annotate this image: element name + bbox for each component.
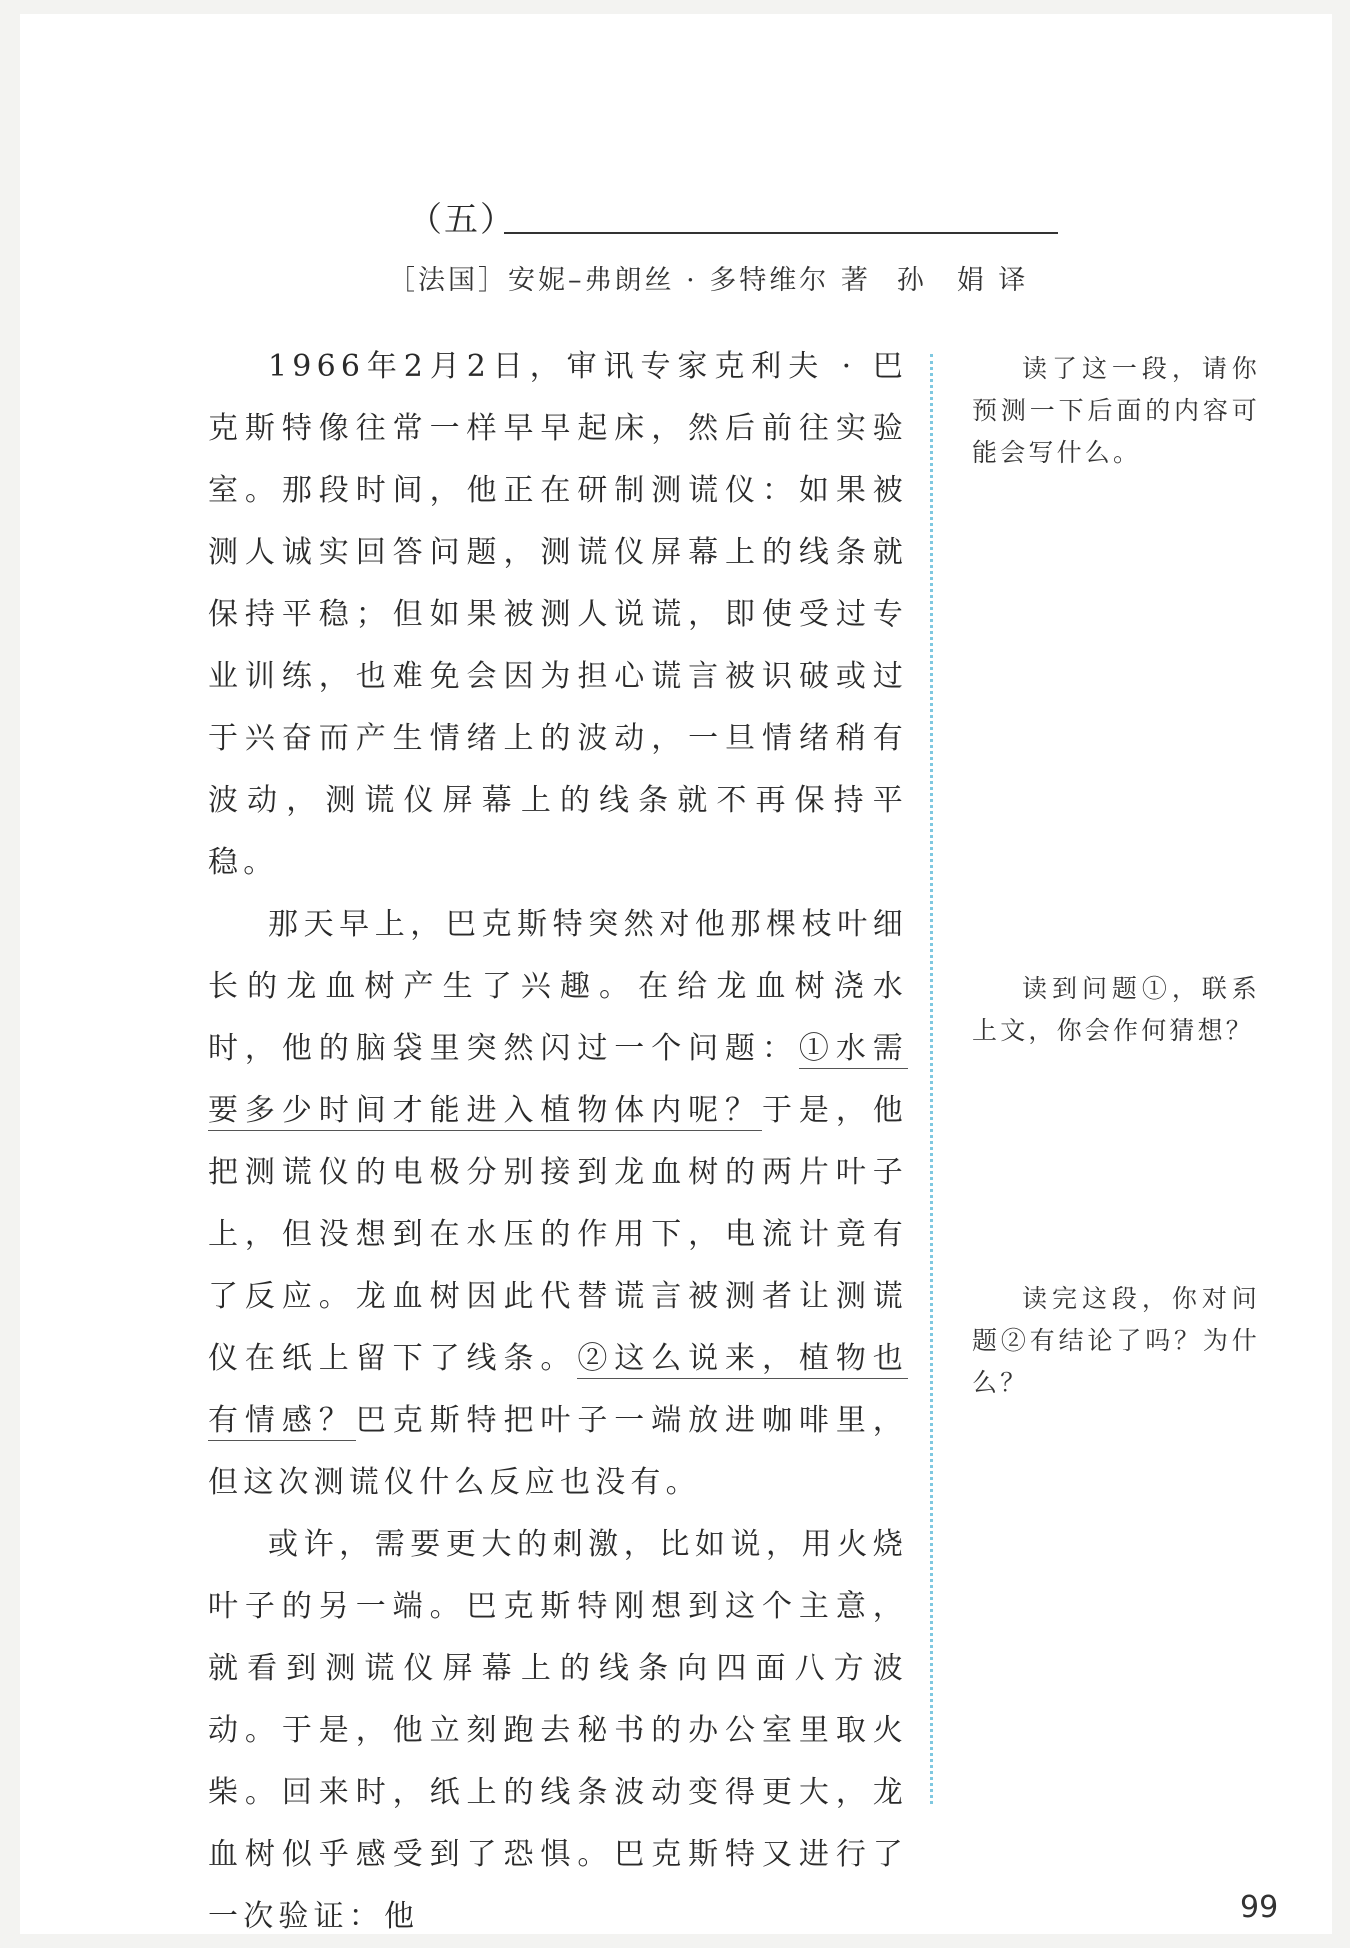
paragraph-2: 那天早上，巴克斯特突然对他那棵枝叶细长的龙血树产生了兴趣。在给龙血树浇水时，他的脑袋里突然闪过一个问题：①水需要多少时间才能进入植物体内呢？于是，他把测谎仪的电极分别接到龙血树的两片叶子上，但没想到在水压的作用下，电流计竟有了反应。龙血树因此代替谎言被测者让测谎仪在纸上留下了线条。②这么说来，植物也有情感？巴克斯特把叶子一端放进咖啡里，但这次测谎仪什么反应也没有。 bbox=[208, 907, 908, 1500]
page-number: 99 bbox=[1240, 1890, 1279, 1925]
section-number: （五） bbox=[408, 200, 516, 240]
title-fill-in-blank bbox=[504, 232, 1058, 234]
section-heading bbox=[408, 192, 1058, 242]
margin-note-1: 读了这一段，请你预测一下后面的内容可能会写什么。 bbox=[972, 354, 1260, 467]
article-body bbox=[208, 336, 908, 1948]
question-1-underlined: ①水需要多少时间才能进入植物体内呢？ bbox=[208, 1031, 908, 1131]
margin-note-3: 读完这段，你对问题②有结论了吗？为什么？ bbox=[972, 1284, 1260, 1397]
translator-credit: 孙 娟 译 bbox=[896, 265, 1029, 296]
question-2-underlined: ②这么说来，植物也有情感？ bbox=[208, 1341, 908, 1441]
paragraph-3: 或许，需要更大的刺激，比如说，用火烧叶子的另一端。巴克斯特刚想到这个主意，就看到测谎仪屏幕上的线条向四面八方波动。于是，他立刻跑去秘书的办公室里取火柴。回来时，纸上的线条波动变得更大，龙血树似乎感受到了恐惧。巴克斯特又进行了一次验证：他 bbox=[208, 1527, 908, 1934]
byline bbox=[388, 258, 1088, 297]
margin-dotted-divider bbox=[930, 354, 933, 1804]
paragraph-1: 1966年2月2日，审讯专家克利夫 · 巴克斯特像往常一样早早起床，然后前往实验室。那段时间，他正在研制测谎仪：如果被测人诚实回答问题，测谎仪屏幕上的线条就保持平稳；但如果被测人说谎，即使受过专业训练，也难免会因为担心谎言被识破或过于兴奋而产生情绪上的波动，一旦情绪稍有波动，测谎仪屏幕上的线条就不再保持平稳。 bbox=[208, 349, 908, 880]
margin-note-2: 读到问题①，联系上文，你会作何猜想？ bbox=[972, 974, 1260, 1045]
textbook-page bbox=[20, 14, 1332, 1934]
author-credit: ［法国］安妮–弗朗丝 · 多特维尔 著 bbox=[388, 265, 871, 296]
